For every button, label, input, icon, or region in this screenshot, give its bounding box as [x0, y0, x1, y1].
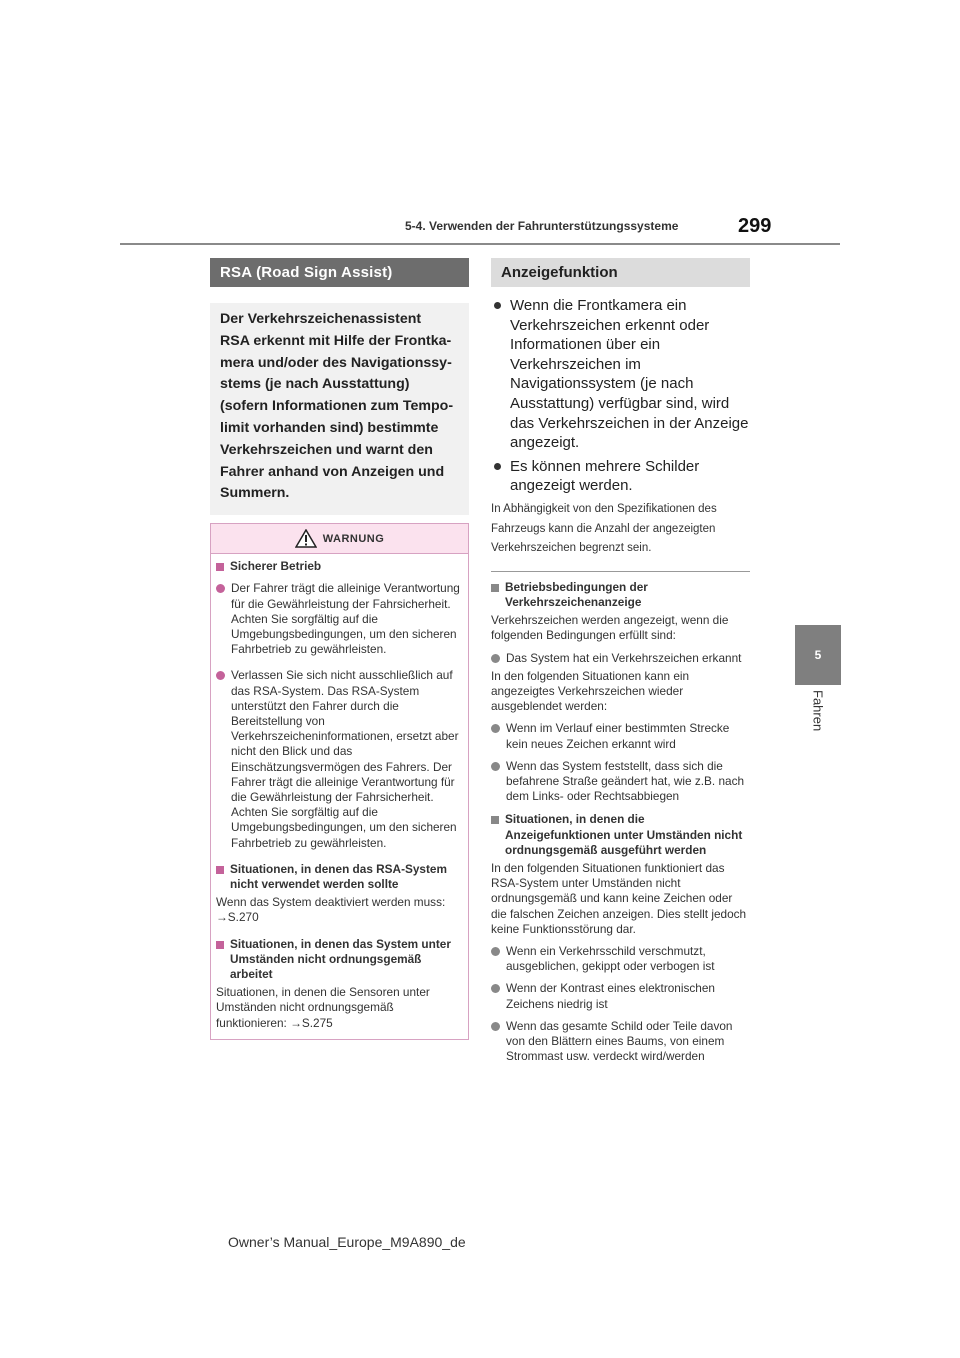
list-item [216, 581, 463, 657]
intro-line: mera und/oder des Navigationssy- [220, 354, 452, 371]
warning-triangle-icon [295, 529, 317, 548]
right-column [491, 258, 750, 1064]
square-bullet-icon [216, 866, 224, 874]
intro-line: Summern. [220, 485, 290, 502]
intro-line: Der Verkehrszeichenassistent [220, 311, 422, 327]
intro-line: Verkehrszeichen und warnt den [220, 441, 433, 458]
intro-line: limit vorhanden sind) bestimmte [220, 419, 439, 436]
list-item-text: Verlassen Sie sich nicht ausschließlich auf das RSA-System. Das RSA-System unterstützt den Fahrer durch die Bereitstellung von Verkehrszeicheninformationen, ersetzt aber nicht den Blick und das Einschätzungsvermögen des Fahrers. Der Fahrer trägt die alleinige Verantwortung für die Gewährleistung der Fahrsicherheit. Achten Sie sorgfältig auf die Umgebungsbedingungen, um den sicheren Fahrbetrieb zu gewährleisten. [231, 668, 459, 850]
warning-subheading [216, 559, 463, 574]
section-heading-anzeigefunktion: Anzeigefunktion [491, 258, 750, 287]
right-body [491, 296, 750, 1064]
list-item-text: Es können mehrere Schilder angezeigt werden. [510, 457, 700, 495]
list-item-text: Wenn das System feststellt, dass sich die befahrene Straße geändert hat, wie z.B. nach dem Links- oder Rechtsabbiegen [506, 758, 745, 804]
warning-header [211, 524, 468, 554]
paragraph: In den folgenden Situationen kann ein angezeigtes Verkehrszeichen wieder ausgeblendet werden: [491, 668, 690, 714]
list-item [491, 1019, 750, 1065]
paragraph: Situationen, in denen die Sensoren unter Umständen nicht ordnungsgemäß funktionieren: →S.275 [216, 985, 430, 1030]
round-bullet-icon [216, 584, 225, 593]
list-item [491, 981, 750, 1011]
list-item-text: Wenn das gesamte Schild oder Teile davon von den Blättern eines Baums, von einem Strommast usw. verdeckt wird/werden [506, 1018, 733, 1064]
list-item [491, 721, 750, 751]
round-bullet-icon [491, 724, 500, 733]
round-bullet-icon [494, 302, 501, 309]
list-item [491, 296, 750, 453]
intro-line: stems (je nach Ausstattung) [220, 376, 410, 393]
paragraph: Verkehrszeichen werden angezeigt, wenn die folgenden Bedingungen erfüllt sind: [491, 613, 729, 643]
square-bullet-icon [216, 563, 224, 571]
list-item [491, 651, 750, 666]
warning-label: WARNUNG [322, 532, 385, 545]
subheading [491, 812, 750, 858]
warning-box [210, 523, 469, 1040]
square-bullet-icon [491, 816, 499, 824]
list-item [491, 944, 750, 974]
list-item-text: Wenn die Frontkamera ein Verkehrszeichen erkennt oder Informationen über ein Verkehrszeichen im Navigationssystem (je nach Ausstattung) verfügbar sind, wird das Verkehrszeichen in der Anzeige angezeigt. [510, 297, 749, 452]
subheading-text: Situationen, in denen das System unter Umständen nicht ordnungsgemäß arbeitet [230, 936, 451, 982]
list-item [491, 759, 750, 805]
list-item-text: Der Fahrer trägt die alleinige Verantwortung für die Gewährleistung der Fahrsicherheit. Achten Sie sorgfältig auf die Umgebungsbedingungen, um den sicheren Fahrbetrieb zu gewährleisten. [231, 581, 460, 657]
subheading [491, 580, 750, 610]
subheading-text: Situationen, in denen die Anzeigefunktionen unter Umständen nicht ordnungsgemäß ausgeführt werden [505, 812, 743, 857]
chapter-label: Fahren [810, 690, 826, 732]
note-paragraph: In Abhängigkeit von den Spezifikationen des Fahrzeugs kann die Anzahl der angezeigten Verkehrszeichen begrenzt sein. [491, 502, 717, 555]
round-bullet-icon [216, 671, 225, 680]
chapter-number: 5 [814, 648, 822, 662]
round-bullet-icon [491, 984, 500, 993]
footer-text: Owner’s Manual_Europe_M9A890_de [228, 1234, 466, 1250]
warning-body [211, 554, 468, 1039]
subsection-operating-conditions [491, 580, 750, 1065]
left-column [210, 258, 469, 1040]
round-bullet-icon [494, 463, 501, 470]
round-bullet-icon [491, 947, 500, 956]
square-bullet-icon [491, 584, 499, 592]
intro-line: Fahrer anhand von Anzeigen und [220, 463, 445, 480]
list-item [216, 668, 463, 850]
warning-subheading [216, 862, 463, 892]
warning-subheading [216, 937, 463, 983]
list-item-text: Das System hat ein Verkehrszeichen erkannt [506, 650, 742, 665]
paragraph: Wenn das System deaktiviert werden muss: →S.270 [216, 895, 446, 925]
chapter-tab [795, 625, 841, 685]
round-bullet-icon [491, 762, 500, 771]
list-item-text: Wenn ein Verkehrsschild verschmutzt, ausgeblichen, gekippt oder verbogen ist [506, 943, 715, 974]
intro-line: (sofern Informationen zum Tempo- [220, 398, 454, 415]
list-item-text: Wenn im Verlauf einer bestimmten Strecke kein neues Zeichen erkannt wird [506, 721, 730, 751]
running-header: 5-4. Verwenden der Fahrunterstützungssysteme [405, 219, 679, 233]
section-heading-rsa: RSA (Road Sign Assist) [210, 258, 469, 287]
list-item [491, 457, 750, 496]
round-bullet-icon [491, 654, 500, 663]
subheading-text: Situationen, in denen das RSA-System nicht verwendet werden sollte [230, 861, 447, 892]
header-divider [120, 243, 840, 245]
subheading-text: Betriebsbedingungen der Verkehrszeichenanzeige [505, 579, 648, 609]
list-item-text: Wenn der Kontrast eines elektronischen Zeichens niedrig ist [506, 981, 715, 1011]
paragraph: In den folgenden Situationen funktioniert das RSA-System unter Umständen nicht ordnungsgemäß und kann keine Zeichen oder die falschen Zeichen anzeigen. Dies stellt jedoch keine Funktionsstörung dar. [491, 860, 747, 936]
section-divider [491, 571, 750, 572]
round-bullet-icon [491, 1022, 500, 1031]
square-bullet-icon [216, 941, 224, 949]
subheading-text: Sicherer Betrieb [230, 559, 322, 574]
intro-box [210, 303, 469, 515]
page-number: 299 [738, 215, 772, 237]
intro-line: RSA erkennt mit Hilfe der Frontka- [220, 332, 452, 349]
